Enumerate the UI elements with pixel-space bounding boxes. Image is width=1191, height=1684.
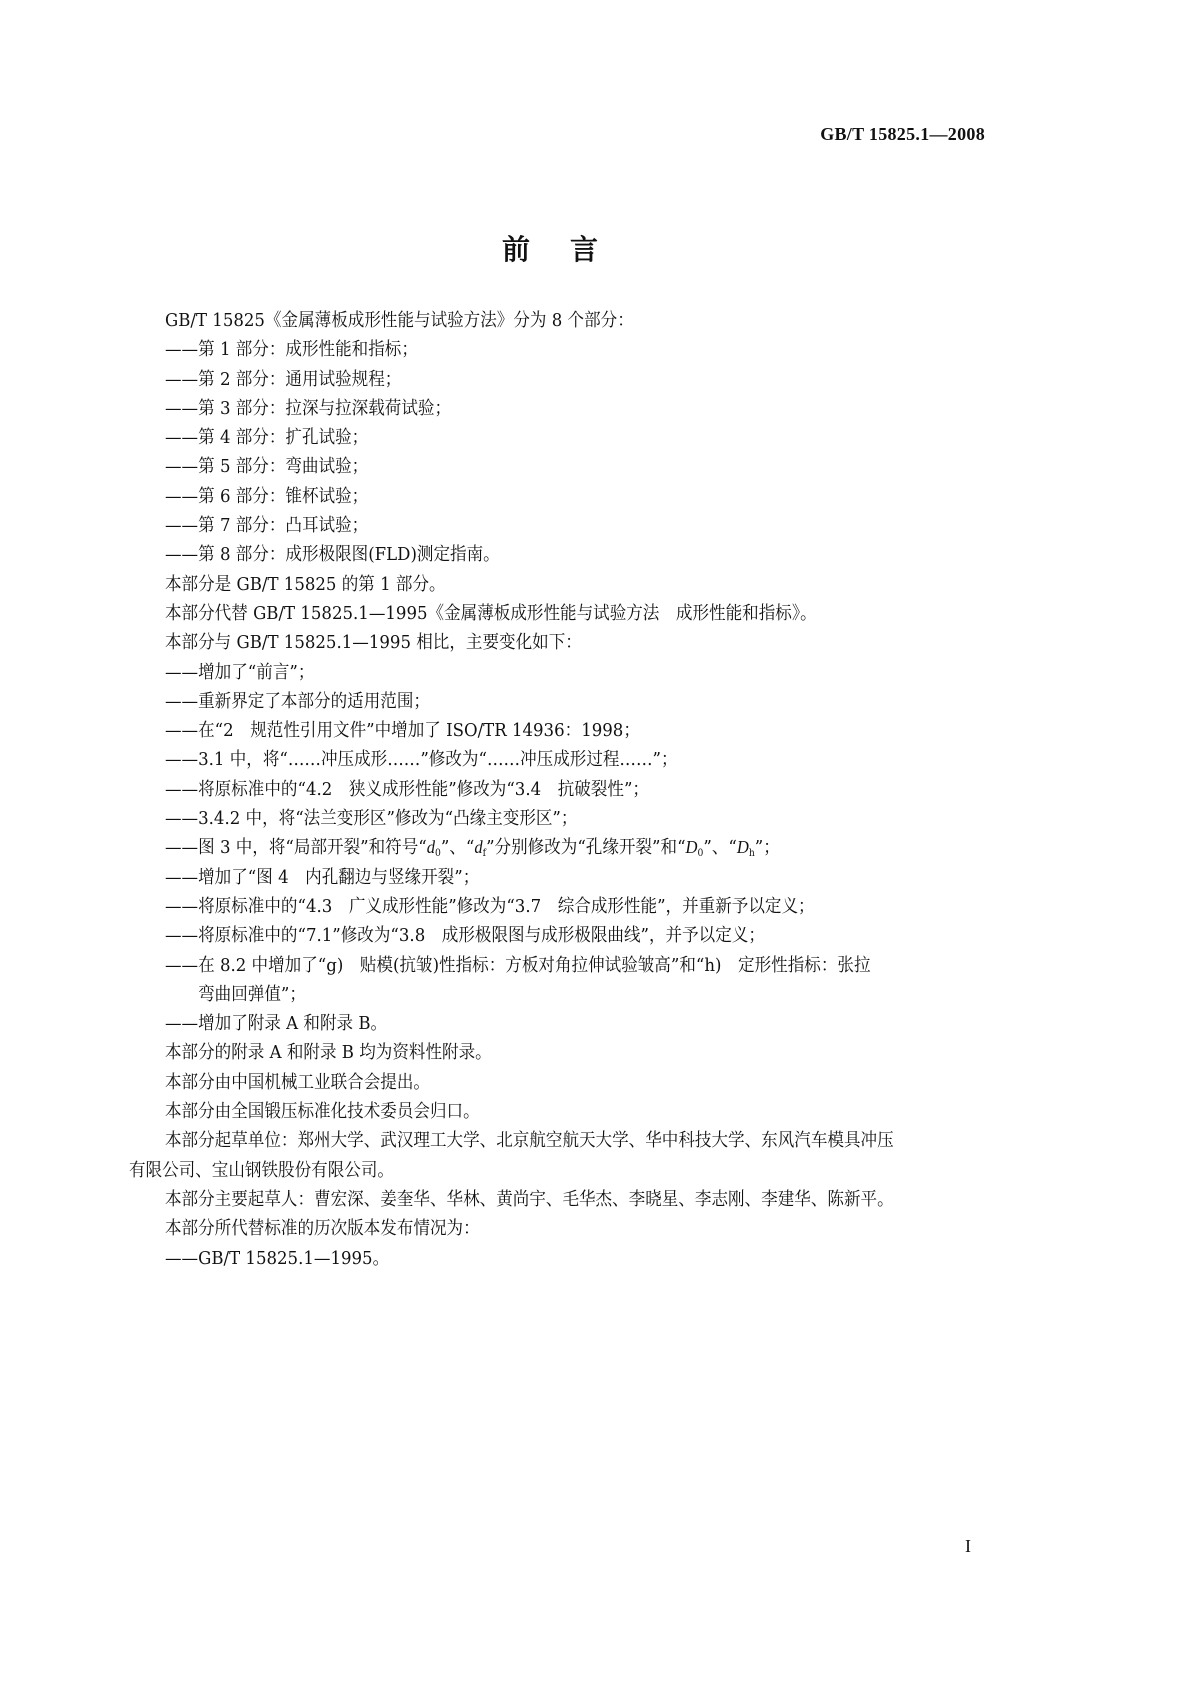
- text-line: ——3.1 中，将“……冲压成形……”修改为“……冲压成形过程……”；: [165, 749, 678, 771]
- text-line: 本部分所代替标准的历次版本发布情况为：: [165, 1218, 480, 1240]
- text-line: 本部分的附录 A 和附录 B 均为资料性附录。: [165, 1042, 492, 1064]
- text-line: ——第 5 部分：弯曲试验；: [165, 456, 369, 478]
- text-line: ——第 8 部分：成形极限图(FLD)测定指南。: [165, 544, 500, 566]
- text-line: ——将原标准中的“4.3 广义成形性能”修改为“3.7 综合成形性能”，并重新予以定义；: [165, 895, 815, 917]
- text-line: 本部分由全国锻压标准化技术委员会归口。: [165, 1101, 480, 1123]
- symbol: D: [685, 837, 698, 858]
- text-segment: ——图 3 中，将“局部开裂”和符号“: [165, 837, 427, 859]
- text-line: ——GB/T 15825.1—1995。: [165, 1247, 390, 1269]
- text-line: ——重新界定了本部分的适用范围；: [165, 690, 430, 712]
- symbol-subscript: f: [482, 848, 487, 860]
- symbol: d: [426, 837, 436, 858]
- text-line: 本部分代替 GB/T 15825.1—1995《金属薄板成形性能与试验方法 成形性能和指标》。: [165, 602, 817, 624]
- text-line: ——3.4.2 中，将“法兰变形区”修改为“凸缘主变形区”；: [165, 808, 578, 830]
- text-line: 本部分主要起草人：曹宏深、姜奎华、华林、黄尚宇、毛华杰、李晓星、李志刚、李建华、陈新平。: [165, 1188, 894, 1210]
- text-line: ——将原标准中的“7.1”修改为“3.8 成形极限图与成形极限曲线”，并予以定义；: [165, 925, 765, 947]
- page-title: 前言: [501, 233, 638, 266]
- text-segment: ”、“: [703, 837, 737, 859]
- text-line: 弯曲回弹值”；: [198, 983, 306, 1005]
- symbol-subscript: 0: [697, 848, 704, 860]
- page-number: I: [965, 1536, 971, 1556]
- text-line: 本部分起草单位：郑州大学、武汉理工大学、北京航空航天大学、华中科技大学、东风汽车模具冲压: [165, 1130, 894, 1152]
- text-line: ——第 4 部分：扩孔试验；: [165, 427, 369, 449]
- text-line: ——增加了“图 4 内孔翻边与竖缘开裂”；: [165, 866, 480, 888]
- text-line: 本部分与 GB/T 15825.1—1995 相比，主要变化如下：: [165, 632, 582, 654]
- text-line: ——第 2 部分：通用试验规程；: [165, 368, 402, 390]
- text-line: 有限公司、宝山钢铁股份有限公司。: [129, 1159, 394, 1181]
- text-line: ——在“2 规范性引用文件”中增加了 ISO/TR 14936：1998；: [165, 720, 640, 742]
- text-line: ——第 6 部分：锥杯试验；: [165, 485, 369, 507]
- text-line: ——增加了“前言”；: [165, 661, 315, 683]
- text-line: ——第 1 部分：成形性能和指标；: [165, 339, 418, 361]
- symbol: D: [736, 837, 749, 858]
- symbol: d: [474, 837, 483, 858]
- text-line: 本部分是 GB/T 15825 的第 1 部分。: [165, 573, 446, 595]
- text-segment: ”、“: [440, 837, 475, 859]
- text-line: ——在 8.2 中增加了“g) 贴模(抗皱)性指标：方板对角拉伸试验皱高”和“h) 定形性指标：张拉: [165, 954, 871, 976]
- text-line: ——第 7 部分：凸耳试验；: [165, 515, 369, 537]
- text-line: ——将原标准中的“4.2 狭义成形性能”修改为“3.4 抗破裂性”；: [165, 778, 649, 800]
- foreword-body: [129, 306, 995, 1273]
- text-line: GB/T 15825《金属薄板成形性能与试验方法》分为 8 个部分：: [165, 310, 634, 331]
- symbol-subscript: 0: [435, 848, 441, 860]
- text-line: 本部分由中国机械工业联合会提出。: [165, 1071, 430, 1093]
- text-line: ——第 3 部分：拉深与拉深载荷试验；: [165, 397, 452, 419]
- symbol-subscript: h: [748, 848, 755, 860]
- standard-code-header: GB/T 15825.1—2008: [820, 124, 985, 144]
- text-segment: ”；: [754, 837, 780, 859]
- text-segment: ”分别修改为“孔缘开裂”和“: [486, 837, 686, 859]
- text-line: [165, 833, 929, 862]
- text-line: ——增加了附录 A 和附录 B。: [165, 1013, 388, 1035]
